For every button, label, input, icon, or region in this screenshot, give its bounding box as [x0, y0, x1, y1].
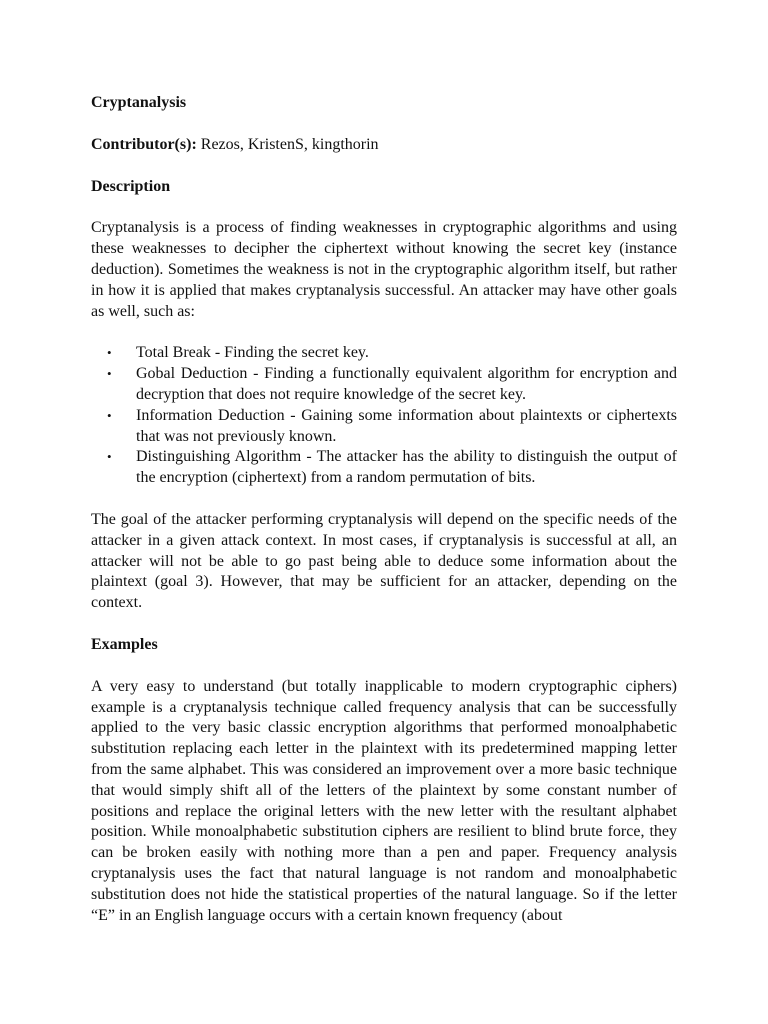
list-item — [136, 447, 677, 489]
description-paragraph: Cryptanalysis is a process of finding weaknesses in cryptographic algorithms and using these weaknesses to decipher the ciphertext without knowing the secret key (instance deduction). Sometimes the weakness is not in the cryptographic algorithm itself, but rather in how it is applied that makes cryptanalysis successful. An attacker may have other goals as well, such as: — [91, 219, 677, 320]
list-item-text: Information Deduction - Gaining some information about plaintexts or ciphertexts that was not previously known. — [136, 406, 677, 445]
contributors-line — [91, 135, 677, 156]
list-item — [136, 406, 677, 448]
examples-paragraph: A very easy to understand (but totally inapplicable to modern cryptographic ciphers) example is a cryptanalysis technique called frequency analysis that can be successfully applied to the very basic classic encryption algorithms that performed monoalphabetic substitution replacing each letter in the plaintext with its predetermined mapping letter from the same alphabet. This was considered an improvement over a more basic technique that would simply shift all of the letters of the plaintext by some constant number of positions and replace the original letters with the new letter with the resultant alphabet position. While monoalphabetic substitution ciphers are resilient to blind brute force, they can be broken easily with nothing more than a pen and paper. Frequency analysis cryptanalysis uses the fact that natural language is not random and monoalphabetic substitution does not hide the statistical properties of the natural language. So if the letter “E” in an English language occurs with a certain known frequency (about — [91, 677, 677, 924]
list-item-text: Distinguishing Algorithm - The attacker has the ability to distinguish the output of the encryption (ciphertext) from a random permutation of bits. — [136, 448, 677, 487]
bullet-icon — [107, 406, 112, 427]
document-title: Cryptanalysis — [91, 94, 187, 111]
bullet-icon — [107, 343, 112, 364]
list-item — [136, 364, 677, 406]
contributors-label: Contributor(s): — [91, 135, 197, 153]
list-item-text: Total Break - Finding the secret key. — [136, 344, 369, 362]
bullet-icon — [107, 447, 112, 468]
contributors-names: Rezos, KristenS, kingthorin — [196, 135, 379, 153]
list-item-text: Gobal Deduction - Finding a functionally equivalent algorithm for encryption and decryption that does not require knowledge of the secret key. — [136, 365, 677, 403]
goal-paragraph: The goal of the attacker performing cryptanalysis will depend on the specific needs of the attacker in a given attack context. In most cases, if cryptanalysis is successful at all, an attacker will not be able to go past being able to deduce some information about the plaintext (goal 3). However, that may be sufficient for an attacker, depending on the context. — [91, 510, 677, 612]
attacker-goals-list — [91, 343, 677, 489]
description-heading: Description — [91, 177, 171, 195]
list-item — [136, 343, 677, 364]
bullet-icon — [107, 364, 112, 385]
examples-heading: Examples — [91, 635, 158, 653]
